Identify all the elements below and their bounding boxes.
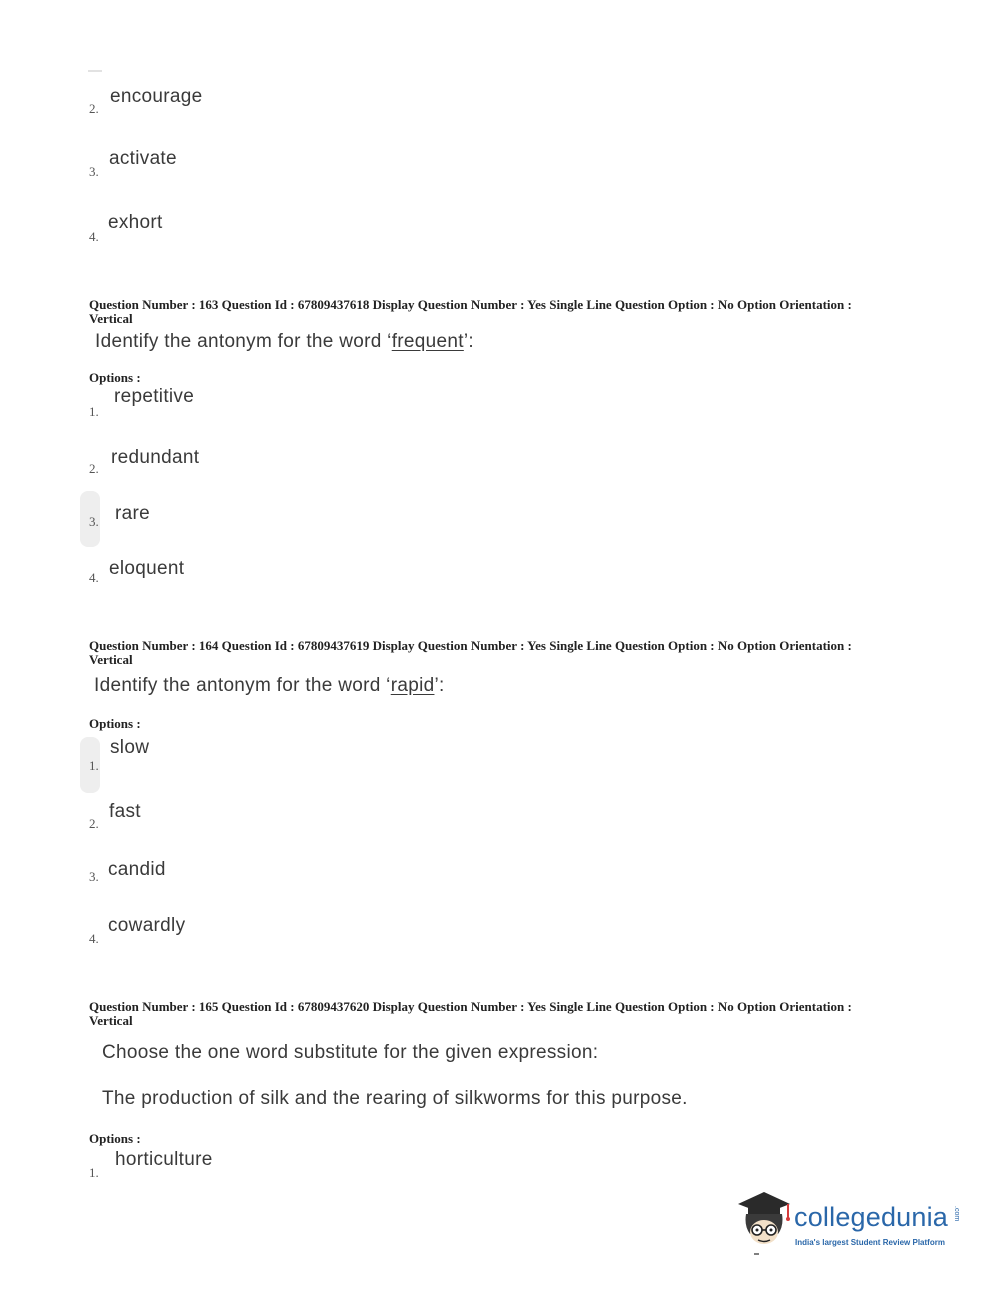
option-text[interactable]: rare xyxy=(115,503,150,524)
logo-wordmark: collegedunia xyxy=(794,1202,949,1232)
question-prefix: Identify the antonym for the word ‘ xyxy=(95,331,392,352)
option-number: 4. xyxy=(89,931,99,946)
logo-tagline: India's largest Student Review Platform xyxy=(795,1238,945,1247)
option-number: 3. xyxy=(89,869,99,884)
option-text[interactable]: slow xyxy=(110,737,150,758)
option-number: 4. xyxy=(89,570,99,585)
question-word: frequent xyxy=(391,331,464,352)
option-text[interactable]: cowardly xyxy=(108,915,186,936)
option-number: 2. xyxy=(89,461,99,476)
option-number: 1. xyxy=(89,758,99,773)
mascot-icon xyxy=(734,1188,794,1258)
option-text[interactable]: fast xyxy=(109,801,141,822)
question-suffix: ’: xyxy=(434,675,445,696)
question-text xyxy=(95,331,474,353)
options-label: Options : xyxy=(89,716,141,731)
option-number: 4. xyxy=(89,229,99,244)
question-text xyxy=(94,675,445,697)
option-text: encourage xyxy=(110,86,203,107)
option-number: 3. xyxy=(89,164,99,179)
option-number: 2. xyxy=(89,101,99,116)
option-number: 2. xyxy=(89,816,99,831)
question-meta: Question Number : 165 Question Id : 67809437620 Display Question Number : Yes Single Line Question Option : No Option Orientation : Vertical xyxy=(89,999,852,1028)
option-number: 1. xyxy=(89,1165,99,1180)
collegedunia-logo xyxy=(734,1188,964,1258)
option-number: 3. xyxy=(89,514,99,529)
option-text[interactable]: candid xyxy=(108,859,166,880)
option-text[interactable]: redundant xyxy=(111,447,200,468)
question-prefix: Identify the antonym for the word ‘ xyxy=(94,675,391,696)
question-text-line2: The production of silk and the rearing of silkworms for this purpose. xyxy=(102,1088,688,1109)
option-text[interactable]: eloquent xyxy=(109,558,185,579)
option-text: exhort xyxy=(108,212,163,233)
question-meta: Question Number : 163 Question Id : 67809437618 Display Question Number : Yes Single Line Question Option : No Option Orientation : Vertical xyxy=(89,297,852,326)
question-meta: Question Number : 164 Question Id : 67809437619 Display Question Number : Yes Single Line Question Option : No Option Orientation : Vertical xyxy=(89,638,852,667)
options-label: Options : xyxy=(89,1131,141,1146)
logo-com: .com xyxy=(953,1206,960,1222)
option-number: 1. xyxy=(89,404,99,419)
page-mark xyxy=(88,70,102,72)
option-text[interactable]: repetitive xyxy=(114,386,195,407)
option-text: activate xyxy=(109,148,177,169)
question-word: rapid xyxy=(390,675,435,696)
options-label: Options : xyxy=(89,370,141,385)
option-text[interactable]: horticulture xyxy=(115,1149,213,1170)
question-text-line1: Choose the one word substitute for the given expression: xyxy=(102,1042,599,1063)
question-suffix: ’: xyxy=(463,331,474,352)
